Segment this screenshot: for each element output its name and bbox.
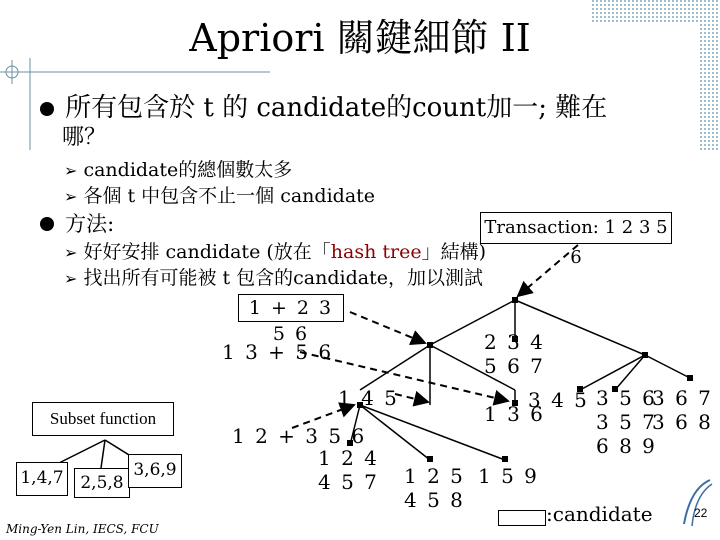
arrow-bullet-icon: ➢	[64, 187, 78, 206]
bullet-1-continuation: 哪？	[62, 125, 107, 150]
transaction-label: Transaction: 1 2 3 5 6	[484, 217, 668, 268]
leaf-357: 3 5 7	[596, 410, 657, 434]
sub-bullet-3-prefix: 好好安排 candidate (放在「	[83, 241, 331, 263]
split-13-label: 1 3 + 5 6	[222, 340, 334, 364]
bullet-2-text: 方法:	[65, 212, 115, 236]
bucket-147-label: 1,4,7	[20, 468, 64, 488]
sub-bullet-1-text: candidate的總個數太多	[83, 159, 293, 181]
sub-bullet-3-suffix: 」結構)	[421, 241, 486, 263]
leaf-345: 3 4 5	[528, 388, 589, 412]
leaf-136: 1 3 6	[484, 402, 545, 426]
leaf-457: 4 5 7	[318, 470, 379, 494]
leaf-234-line1: 2 3 4	[484, 330, 545, 354]
subset-function-box	[32, 402, 174, 436]
leaf-125: 1 2 5	[404, 464, 465, 488]
bucket-258	[74, 468, 130, 498]
leaf-458: 4 5 8	[404, 488, 465, 512]
bucket-258-label: 2,5,8	[80, 473, 124, 493]
sub-bullet-4-text: 找出所有可能被 t 包含的candidate，加以測試	[83, 267, 483, 289]
leaf-689: 6 8 9	[596, 434, 657, 458]
leaf-367: 3 6 7	[652, 386, 713, 410]
leaf-145: 1 4 5	[338, 386, 399, 410]
leaf-125-458	[404, 464, 465, 512]
slide-title: Apriori 關鍵細節 II	[189, 16, 531, 60]
bucket-369-label: 3,6,9	[133, 460, 177, 480]
split-12-label: 1 2 + 3 5 6	[232, 424, 367, 448]
bucket-369	[128, 454, 182, 488]
bullet-1-text: 所有包含於 t 的 candidate的count加一; 難在	[65, 93, 608, 123]
arrow-bullet-icon: ➢	[64, 269, 78, 288]
subset-function-label: Subset function	[49, 409, 157, 428]
arrow-bullet-icon: ➢	[64, 243, 78, 262]
leaf-234-line2: 5 6 7	[484, 354, 545, 378]
leaf-356: 3 5 6	[596, 386, 657, 410]
bucket-147	[16, 462, 68, 496]
leaf-234-567	[484, 330, 545, 378]
leaf-367-368	[652, 386, 713, 434]
leaf-159: 1 5 9	[478, 464, 539, 488]
arrow-bullet-icon: ➢	[64, 161, 78, 180]
leaf-356-357-689	[596, 386, 657, 458]
page-number: 22	[694, 506, 708, 520]
leaf-368: 3 6 8	[652, 410, 713, 434]
candidate-legend-swatch	[498, 510, 546, 526]
sub-bullet-2-text: 各個 t 中包含不止一個 candidate	[83, 185, 376, 207]
hash-tree-highlight: hash tree	[330, 241, 422, 263]
leaf-124-457	[318, 446, 379, 494]
leaf-124: 1 2 4	[318, 446, 379, 470]
root-split-box	[238, 294, 344, 345]
footer-author: Ming-Yen Lin, IECS, FCU	[6, 522, 159, 536]
root-split-label: 1 + 2 3 5 6	[248, 297, 334, 345]
candidate-legend-label: :candidate	[546, 502, 653, 526]
